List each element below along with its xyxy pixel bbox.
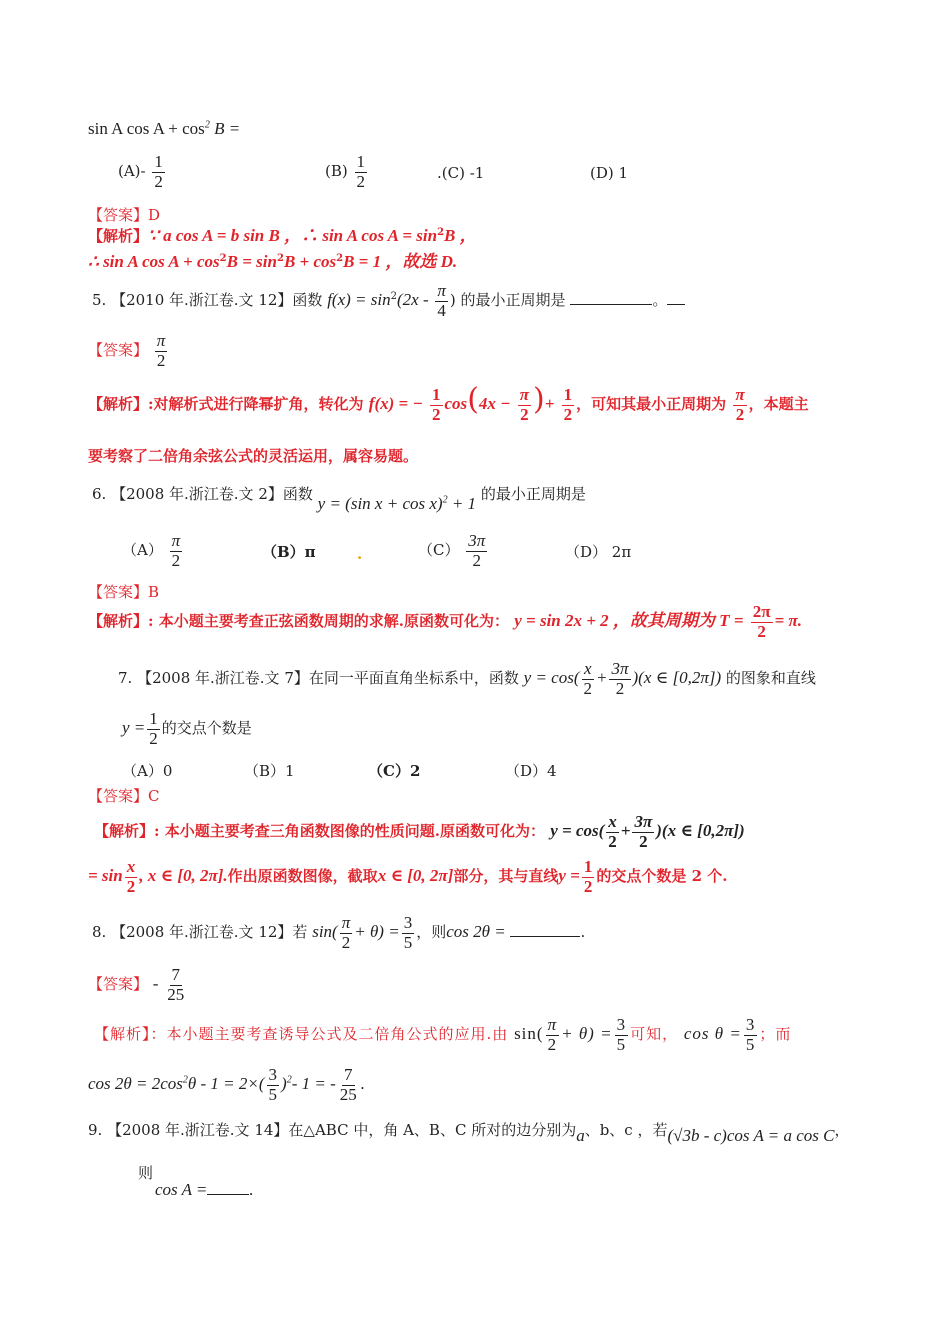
q7-question-line1: 7. 【2008 年.浙江卷.文 7】在同一平面直角坐标系中，函数 y = cos( $\frac{x}{2}$ + $\frac{3\pi}{2}$ )(x ∈ [0,2π]) 的图象和直线	[118, 659, 816, 698]
q7-answer: 【答案】C	[88, 787, 160, 805]
q4-analysis-line1: 【解析】∵ a cos A = b sin B ，∴ sin A $\cos A = \sin^2B$ ，	[88, 226, 477, 245]
q9-then: 则	[138, 1164, 154, 1182]
q6-analysis: 【解析】: 本小题主要考查正弦函数周期的求解.原函数可化为： y = sin 2x + 2 ，故其周期为 T = $\frac{2\pi}{2}$ = π.	[88, 602, 803, 641]
q9-question-line1: 9. 【2008 年.浙江卷.文 14】在△ABC 中，角 A、B、C 所对的边分别为a、b、c ，若(√3b - c)cos A = a cos C，	[88, 1121, 850, 1145]
q9-answer-blank[interactable]	[207, 1186, 249, 1195]
q6-option-c: （C） $\frac{3\pi}{2}$	[418, 531, 486, 570]
q6-option-a: （A） $\frac{\pi}{2}$	[122, 531, 181, 570]
q4-analysis-line2: ∴ sin A $\cos A + \cos^2B = \sin^2B + \cos^2B = 1$ ，故选 D.	[88, 252, 458, 271]
q8-question: 8. 【2008 年.浙江卷.文 12】若 sin( $\frac{\pi}{2}$ + θ) = $\frac{3}{5}$ ，则cos 2θ = .	[92, 913, 586, 952]
q8-analysis-line1: 【解析】：本小题主要考查诱导公式及二倍角公式的应用.由 sin( $\frac{\pi}{2}$ + θ) = $\frac{3}{5}$ 可知， cos θ = $\frac{3}{5}$ ；而	[94, 1015, 792, 1054]
q4-option-d: (D) 1	[590, 164, 629, 182]
q6-answer: 【答案】B	[88, 583, 160, 601]
q6-question: 6. 【2008 年.浙江卷.文 2】函数 y = (sin x + cos x)$^2$ + 1 的最小正周期是	[92, 485, 586, 513]
q7-option-a: （A）0	[122, 762, 173, 780]
q5-answer: 【答案】 $\frac{\pi}{2}$	[88, 331, 166, 370]
q8-answer-blank[interactable]	[510, 922, 580, 937]
q4-answer: 【答案】D	[88, 206, 161, 224]
q7-question-line2: y = $\frac{1}{2}$ 的交点个数是	[122, 709, 252, 748]
q4-expression: sin A $\cos A + \cos^2 B$ =	[88, 119, 241, 138]
q5-analysis-line1: 【解析】:对解析式进行降幂扩角，转化为 f(x) = − $\frac{1}{2}$ cos(4x − $\frac{\pi}{2}$ )+ $\frac{1}{2}$ ，可知其最小正周期为 $\frac{\pi}{2}$ ，本题主	[88, 382, 809, 424]
q9-question-line2: cos A = .	[155, 1180, 254, 1199]
q7-option-c: （C）2	[368, 762, 421, 780]
q5-answer-blank[interactable]	[570, 290, 652, 305]
q7-analysis-line2: = sin $\frac{x}{2}$ , x ∈ [0, 2π].作出原函数图像，截取x ∈ [0, 2π]部分，其与直线y = $\frac{1}{2}$ 的交点个数是 2 个.	[88, 857, 728, 896]
q5-question: 5. 【2010 年.浙江卷.文 12】函数 $f(x) = \sin^2(2x$ - $\frac{\pi}{4}$ ) 的最小正周期是 。	[92, 282, 685, 320]
q6-dot: .	[357, 545, 363, 563]
q4-option-b: (B) $\frac{1}{2}$	[325, 152, 366, 191]
q7-analysis-line1: 【解析】: 本小题主要考查三角函数图像的性质问题.原函数可化为： y = cos( $\frac{x}{2}$ + $\frac{3\pi}{2}$ )(x ∈ [0,2π])	[94, 812, 745, 851]
q7-option-d: （D）4	[505, 762, 557, 780]
q4-option-a: (A)- $\frac{1}{2}$	[118, 152, 163, 191]
q8-analysis-line2: $\cos 2\theta = 2\cos^2\theta - 1 = 2\times$( $\frac{3}{5}$ )$^2$- 1 = - $\frac{7}{25}$ .	[88, 1065, 365, 1104]
q4-option-c: .(C) -1	[437, 164, 485, 182]
q7-option-b: （B）1	[244, 762, 295, 780]
q8-answer: 【答案】 - $\frac{7}{25}$	[88, 965, 185, 1004]
q6-option-b: （B）π	[262, 543, 316, 561]
q6-option-d: （D） 2π	[565, 543, 632, 561]
q5-analysis-line2: 要考察了二倍角余弦公式的灵活运用，属容易题。	[88, 447, 419, 465]
